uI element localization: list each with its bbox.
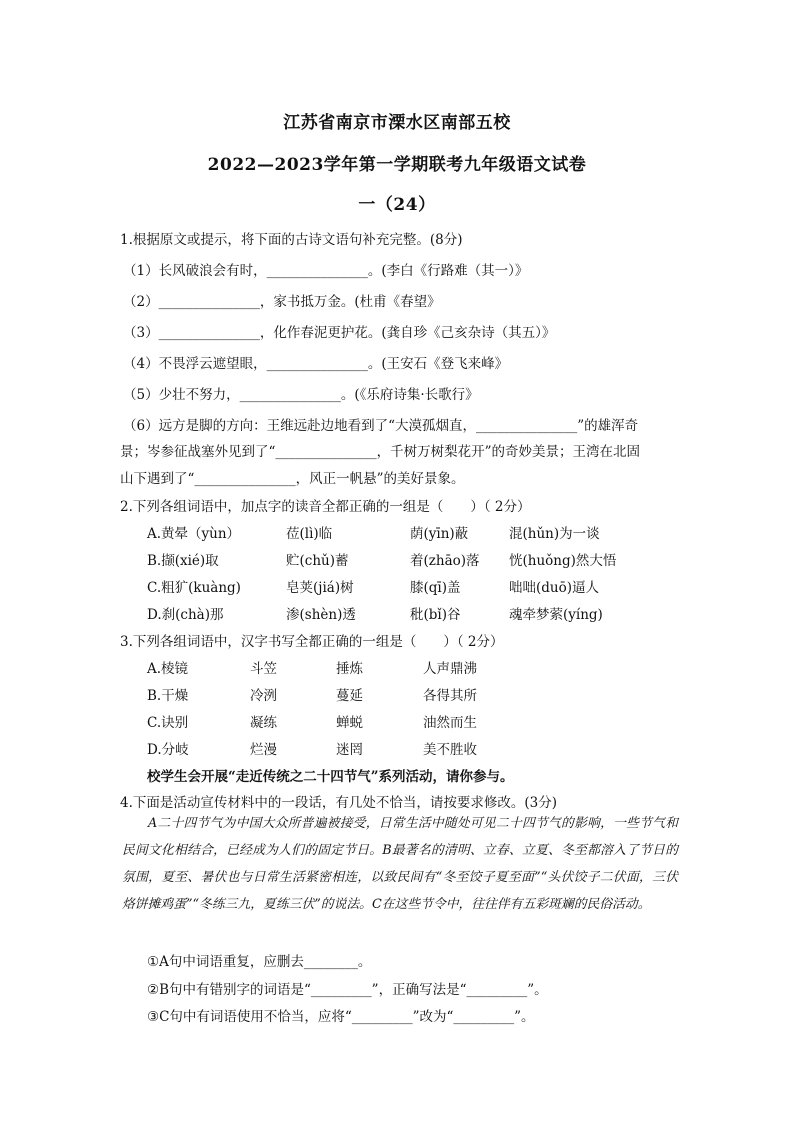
q3-option-a-2: 斗笠 bbox=[250, 661, 277, 677]
q3-option-c-2: 凝练 bbox=[250, 715, 277, 731]
q2-option-d-4: 魂牵梦萦(yíng) bbox=[509, 607, 603, 623]
q3-option-b-2: 冷洌 bbox=[250, 688, 277, 704]
q3-option-c-4: 油然而生 bbox=[423, 715, 477, 731]
q3-option-a-3: 捶炼 bbox=[336, 661, 363, 677]
q1-item-4: （4）不畏浮云遮望眼，_______________。(王安石《登飞来峰》 bbox=[123, 356, 509, 372]
q2-option-c-4: 咄咄(duō)逼人 bbox=[509, 580, 599, 596]
q2-option-a-1: A.黄晕（yùn） bbox=[147, 526, 241, 542]
q2-option-c-2: 皂荚(jiá)树 bbox=[286, 580, 354, 596]
q3-option-d-2: 烂漫 bbox=[250, 742, 277, 758]
q1-item-1: （1）长风破浪会有时，_______________。(李白《行路难（其一）》 bbox=[123, 263, 529, 279]
q4-sub-2: ②B句中有错别字的词语是“_________”，正确写法是“_________”。 bbox=[147, 982, 548, 998]
q2-option-a-3: 荫(yīn)蔽 bbox=[410, 526, 469, 542]
q4-sub-1: ①A句中词语重复，应删去________。 bbox=[147, 954, 372, 970]
q2-option-a-4: 混(hǔn)为一谈 bbox=[509, 526, 600, 542]
q3-option-d-3: 迷罔 bbox=[336, 742, 363, 758]
q1-stem: 1.根据原文或提示，将下面的古诗文语句补充完整。(8分) bbox=[120, 232, 463, 248]
q2-option-b-4: 恍(huǒng)然大悟 bbox=[509, 553, 617, 569]
q2-option-d-1: D.刹(chà)那 bbox=[147, 607, 224, 623]
q2-option-a-2: 莅(lì)临 bbox=[286, 526, 333, 542]
q3-stem: 3.下列各组词语中，汉字书写全都正确的一组是（ ）（ 2分） bbox=[120, 634, 504, 650]
title-number: 一（24） bbox=[358, 195, 436, 215]
q2-stem: 2.下列各组词语中，加点字的读音全都正确的一组是（ ）（ 2分） bbox=[120, 499, 531, 515]
q3-option-a-1: A.棱镜 bbox=[147, 661, 189, 677]
q2-option-c-3: 膝(qī)盖 bbox=[410, 580, 461, 596]
q1-item-3: （3）_______________，化作春泥更护花。(龚自珍《己亥杂诗（其五）》 bbox=[123, 325, 556, 341]
q3-option-d-4: 美不胜收 bbox=[423, 742, 477, 758]
q4-sub-3: ③C句中有词语使用不恰当，应将“_________”改为“_________”。 bbox=[147, 1009, 535, 1025]
q3-option-d-1: D.分岐 bbox=[147, 742, 189, 758]
title-school: 江苏省南京市溧水区南部五校 bbox=[283, 113, 511, 133]
q3-option-b-1: B.干燥 bbox=[147, 688, 189, 704]
q3-option-b-3: 蔓延 bbox=[336, 688, 363, 704]
q2-option-b-2: 贮(chǔ)蓄 bbox=[286, 553, 349, 569]
q1-item-2: （2）_______________，家书抵万金。(杜甫《春望》 bbox=[123, 294, 441, 310]
q3-option-b-4: 各得其所 bbox=[423, 688, 477, 704]
q3-option-c-1: C.诀别 bbox=[147, 715, 189, 731]
activity-intro: 校学生会开展“走近传统之二十四节气”系列活动，请你参与。 bbox=[147, 769, 514, 785]
q1-item-5: （5）少壮不努力，_______________。(《乐府诗集·长歌行》 bbox=[123, 387, 479, 403]
title-exam: 2022—2023学年第一学期联考九年级语文试卷 bbox=[207, 155, 587, 175]
q2-option-d-2: 渗(shèn)透 bbox=[286, 607, 356, 623]
q2-option-c-1: C.粗犷(kuàng) bbox=[147, 580, 241, 596]
q1-item-6c: 山下遇到了“_______________，风正一帆悬”的美好景象。 bbox=[120, 471, 465, 487]
q4-stem: 4.下面是活动宣传材料中的一段话，有几处不恰当，请按要求修改。(3分) bbox=[120, 795, 558, 811]
q1-item-6b: 景；岑参征战塞外见到了“_______________，千树万树梨花开”的奇妙美景；王湾在北固 bbox=[120, 444, 641, 460]
q3-option-c-3: 蝉蜕 bbox=[336, 715, 363, 731]
q3-option-a-4: 人声鼎沸 bbox=[423, 661, 477, 677]
q2-option-b-1: B.撷(xié)取 bbox=[147, 553, 219, 569]
q1-item-6a: （6）远方是脚的方向：王维远赴边地看到了“大漠孤烟直，_______________”的雄浑奇 bbox=[123, 418, 639, 434]
q4-passage bbox=[122, 810, 678, 918]
q4-passage-text: A二十四节气为中国大众所普遍被接受，日常生活中随处可见二十四节气的影响，一些节气和民间文化相结合，已经成为人们的固定节日。B最著名的清明、立春、立夏、冬至都溶入了节日的氛围，夏至、暑伏也与日常生活紧密相连，以致民间有“冬至饺子夏至面”“头伏饺子二伏面，三伏烙饼摊鸡蛋”“冬练三九，夏练三伏”的说法。C在这些节令中，往往伴有五彩斑斓的民俗活动。 bbox=[122, 816, 678, 912]
q2-option-d-3: 秕(bǐ)谷 bbox=[410, 607, 461, 623]
q2-option-b-3: 着(zhāo)落 bbox=[410, 553, 480, 569]
